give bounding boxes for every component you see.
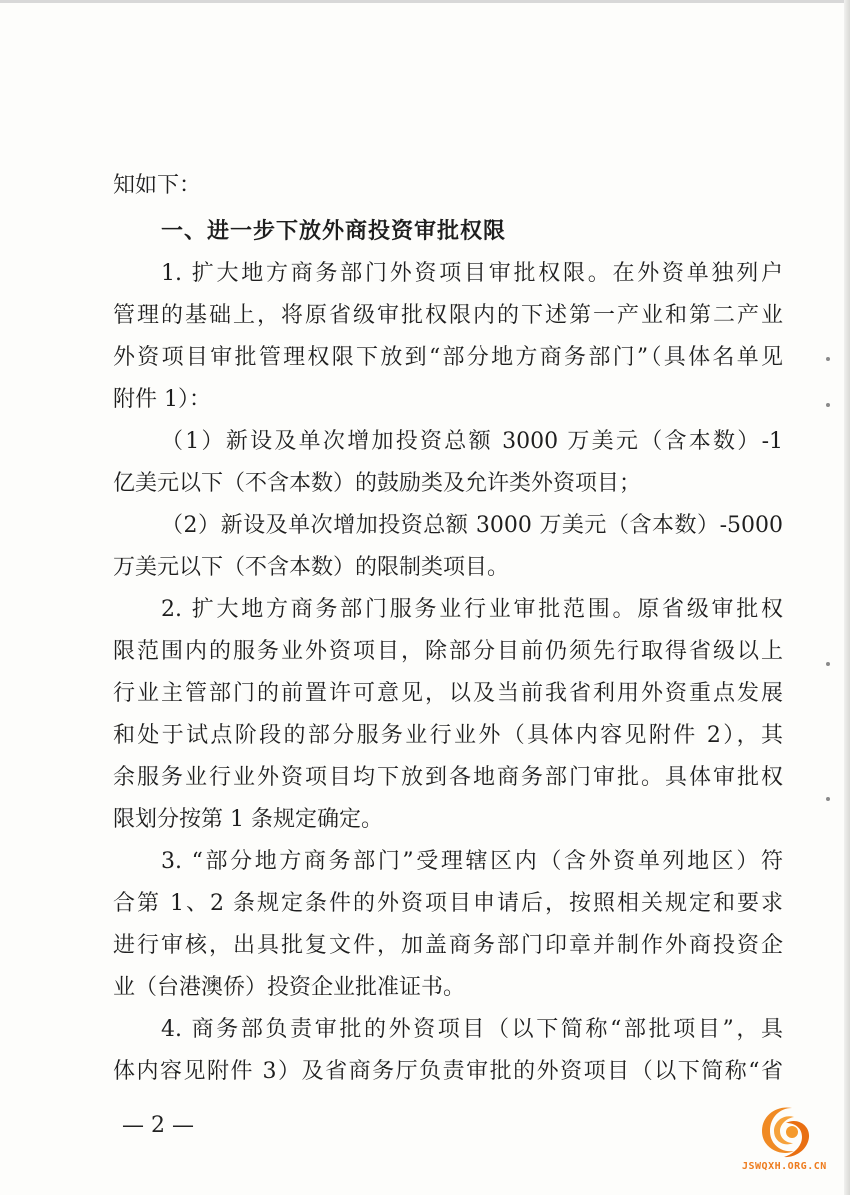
text-line-22: 体内容见附件 3）及省商务厅负责审批的外资项目（以下简称“省 xyxy=(113,1059,783,1084)
text-line-12: 限范围内的服务业外资项目，除部分目前仍须先行取得省级以上 xyxy=(113,639,783,664)
page-right-edge xyxy=(844,0,850,1195)
scan-mark xyxy=(826,662,830,666)
text-line-7: （1）新设及单次增加投资总额 3000 万美元（含本数）-1 xyxy=(161,429,783,454)
section-heading: 一、进一步下放外商投资审批权限 xyxy=(161,218,507,244)
text-line-11: 2. 扩大地方商务部门服务业行业审批范围。原省级审批权 xyxy=(161,597,783,622)
text-line-5: 外资项目审批管理权限下放到“部分地方商务部门”（具体名单见 xyxy=(113,345,783,370)
watermark-text: JSWQXH.ORG.CN xyxy=(742,1161,827,1172)
text-line-10: 万美元以下（不含本数）的限制类项目。 xyxy=(113,555,510,580)
text-line-18: 合第 1、2 条规定条件的外资项目申请后，按照相关规定和要求 xyxy=(113,891,783,916)
page-top-edge xyxy=(0,0,850,3)
text-line-17: 3. “部分地方商务部门”受理辖区内（含外资单列地区）符 xyxy=(161,849,783,874)
scan-mark xyxy=(826,797,830,801)
scan-mark xyxy=(826,357,830,361)
text-line-4: 管理的基础上，将原省级审批权限内的下述第一产业和第二产业 xyxy=(113,303,783,328)
text-line-6: 附件 1）： xyxy=(113,387,211,412)
text-line-15: 余服务业行业外资项目均下放到各地商务部门审批。具体审批权 xyxy=(113,765,783,790)
text-line-19: 进行审核，出具批复文件，加盖商务部门印章并制作外商投资企 xyxy=(113,933,783,958)
watermark-logo-icon xyxy=(752,1097,820,1165)
text-line-21: 4. 商务部负责审批的外资项目（以下简称“部批项目”，具 xyxy=(161,1017,783,1042)
page-number: — 2 — xyxy=(122,1113,194,1138)
text-line-16: 限划分按第 1 条规定确定。 xyxy=(113,807,383,832)
text-line-14: 和处于试点阶段的部分服务业行业外（具体内容见附件 2），其 xyxy=(113,723,783,748)
text-line-20: 业（台港澳侨）投资企业批准证书。 xyxy=(113,975,466,1000)
text-line-9: （2）新设及单次增加投资总额 3000 万美元（含本数）-5000 xyxy=(161,513,783,538)
text-line-1: 知如下： xyxy=(113,173,202,198)
text-line-8: 亿美元以下（不含本数）的鼓励类及允许类外资项目； xyxy=(113,471,642,496)
text-line-13: 行业主管部门的前置许可意见，以及当前我省利用外资重点发展 xyxy=(113,681,783,706)
scan-mark xyxy=(826,403,830,407)
text-line-3: 1. 扩大地方商务部门外资项目审批权限。在外资单独列户 xyxy=(161,261,783,286)
